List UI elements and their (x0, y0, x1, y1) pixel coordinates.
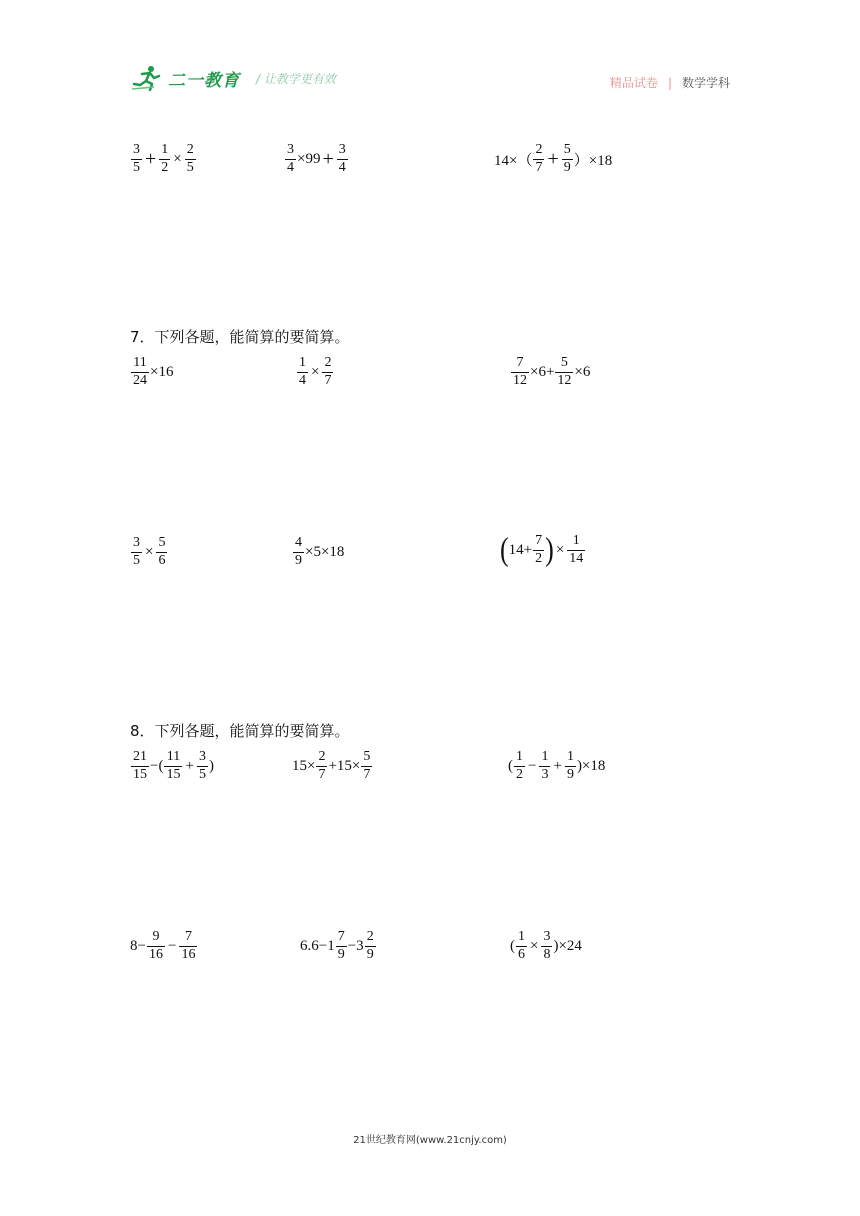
expr-q8-3: ( $\frac{1}{2}$ − $\frac{1}{3}$ + $\frac{1}{9}$ )×18 (508, 749, 606, 782)
fraction: $\frac{11}{15}$ (166, 749, 181, 782)
fraction: $\frac{1}{3}$ (541, 749, 549, 782)
fraction: $\frac{3}{4}$ (338, 142, 346, 175)
fraction: $\frac{2}{9}$ (366, 929, 374, 962)
fraction: $\frac{5}{9}$ (563, 142, 571, 175)
fraction: $\frac{7}{9}$ (337, 929, 345, 962)
fraction: $\frac{2}{7}$ (318, 749, 326, 782)
fraction: $\frac{7}{16}$ (181, 929, 196, 962)
expr-q8-6: ( $\frac{1}{6}$ × $\frac{3}{8}$ )×24 (510, 929, 582, 962)
expr-row1-1: $\frac{3}{5}$ + $\frac{1}{2}$ × $\frac{2}{5}$ (133, 142, 194, 175)
fraction: $\frac{3}{5}$ (198, 749, 206, 782)
fraction: $\frac{2}{7}$ (324, 355, 332, 388)
fraction: $\frac{1}{14}$ (569, 533, 584, 566)
expr-q7-6: ( 14+ $\frac{7}{2}$ ) × $\frac{1}{14}$ (500, 531, 584, 568)
fraction: $\frac{3}{5}$ (133, 142, 140, 175)
question-8-heading: 8．下列各题，能简算的要简算。 (130, 722, 350, 740)
expr-q8-2: 15× $\frac{2}{7}$ +15× $\frac{5}{7}$ (292, 749, 371, 782)
subject-label: 数学学科 (681, 76, 730, 90)
fraction: $\frac{9}{16}$ (148, 929, 163, 962)
fraction: $\frac{3}{4}$ (287, 142, 294, 175)
fraction: $\frac{11}{24}$ (133, 355, 147, 388)
fraction: $\frac{1}{9}$ (566, 749, 574, 782)
fraction: $\frac{2}{7}$ (535, 142, 543, 175)
header-separator: | (667, 75, 672, 90)
fraction: $\frac{1}{6}$ (518, 929, 525, 962)
question-7-heading: 7．下列各题，能简算的要简算。 (130, 328, 350, 346)
expr-q7-1: $\frac{11}{24}$ ×16 (133, 355, 174, 388)
fraction: $\frac{2}{5}$ (186, 142, 194, 175)
expr-q7-5: $\frac{4}{9}$ ×5×18 (295, 535, 345, 568)
expr-row1-2: $\frac{3}{4}$ ×99 + $\frac{3}{4}$ (287, 142, 346, 175)
expr-q8-4: 8− $\frac{9}{16}$ − $\frac{7}{16}$ (130, 929, 196, 962)
fraction: $\frac{1}{4}$ (299, 355, 306, 388)
fraction: $\frac{5}{12}$ (557, 355, 572, 388)
fraction: $\frac{1}{2}$ (516, 749, 523, 782)
fraction: $\frac{21}{15}$ (133, 749, 147, 782)
expr-row1-3: 14×（ $\frac{2}{7}$ + $\frac{5}{9}$ ）×18 (494, 142, 613, 175)
header-subject (610, 74, 730, 91)
expr-q8-5: 6.6−1 $\frac{7}{9}$ −3 $\frac{2}{9}$ (300, 929, 374, 962)
brand-name: 二一教育 (168, 70, 240, 91)
fraction: $\frac{4}{9}$ (295, 535, 302, 568)
fraction: $\frac{3}{8}$ (543, 929, 551, 962)
header-logo (132, 64, 336, 92)
expr-q7-2: $\frac{1}{4}$ × $\frac{2}{7}$ (299, 355, 332, 388)
expr-q7-4: $\frac{3}{5}$ × $\frac{5}{6}$ (133, 535, 166, 568)
fraction: $\frac{5}{7}$ (363, 749, 371, 782)
expr-q7-3: $\frac{7}{12}$ ×6+ $\frac{5}{12}$ ×6 (513, 355, 591, 388)
fraction: $\frac{1}{2}$ (161, 142, 169, 175)
brand-slogan: / 让教学更有效 (256, 71, 336, 86)
runner-logo-icon (132, 65, 162, 91)
fraction: $\frac{5}{6}$ (158, 535, 166, 568)
fraction: $\frac{7}{2}$ (535, 533, 543, 566)
fraction: $\frac{7}{12}$ (513, 355, 527, 388)
expr-q8-1: $\frac{21}{15}$ −( $\frac{11}{15}$ + $\frac{3}{5}$ ) (133, 749, 214, 782)
fraction: $\frac{3}{5}$ (133, 535, 140, 568)
badge-label: 精品试卷 (609, 76, 658, 90)
page-footer: 21世纪教育网(www.21cnjy.com) (353, 1135, 507, 1146)
